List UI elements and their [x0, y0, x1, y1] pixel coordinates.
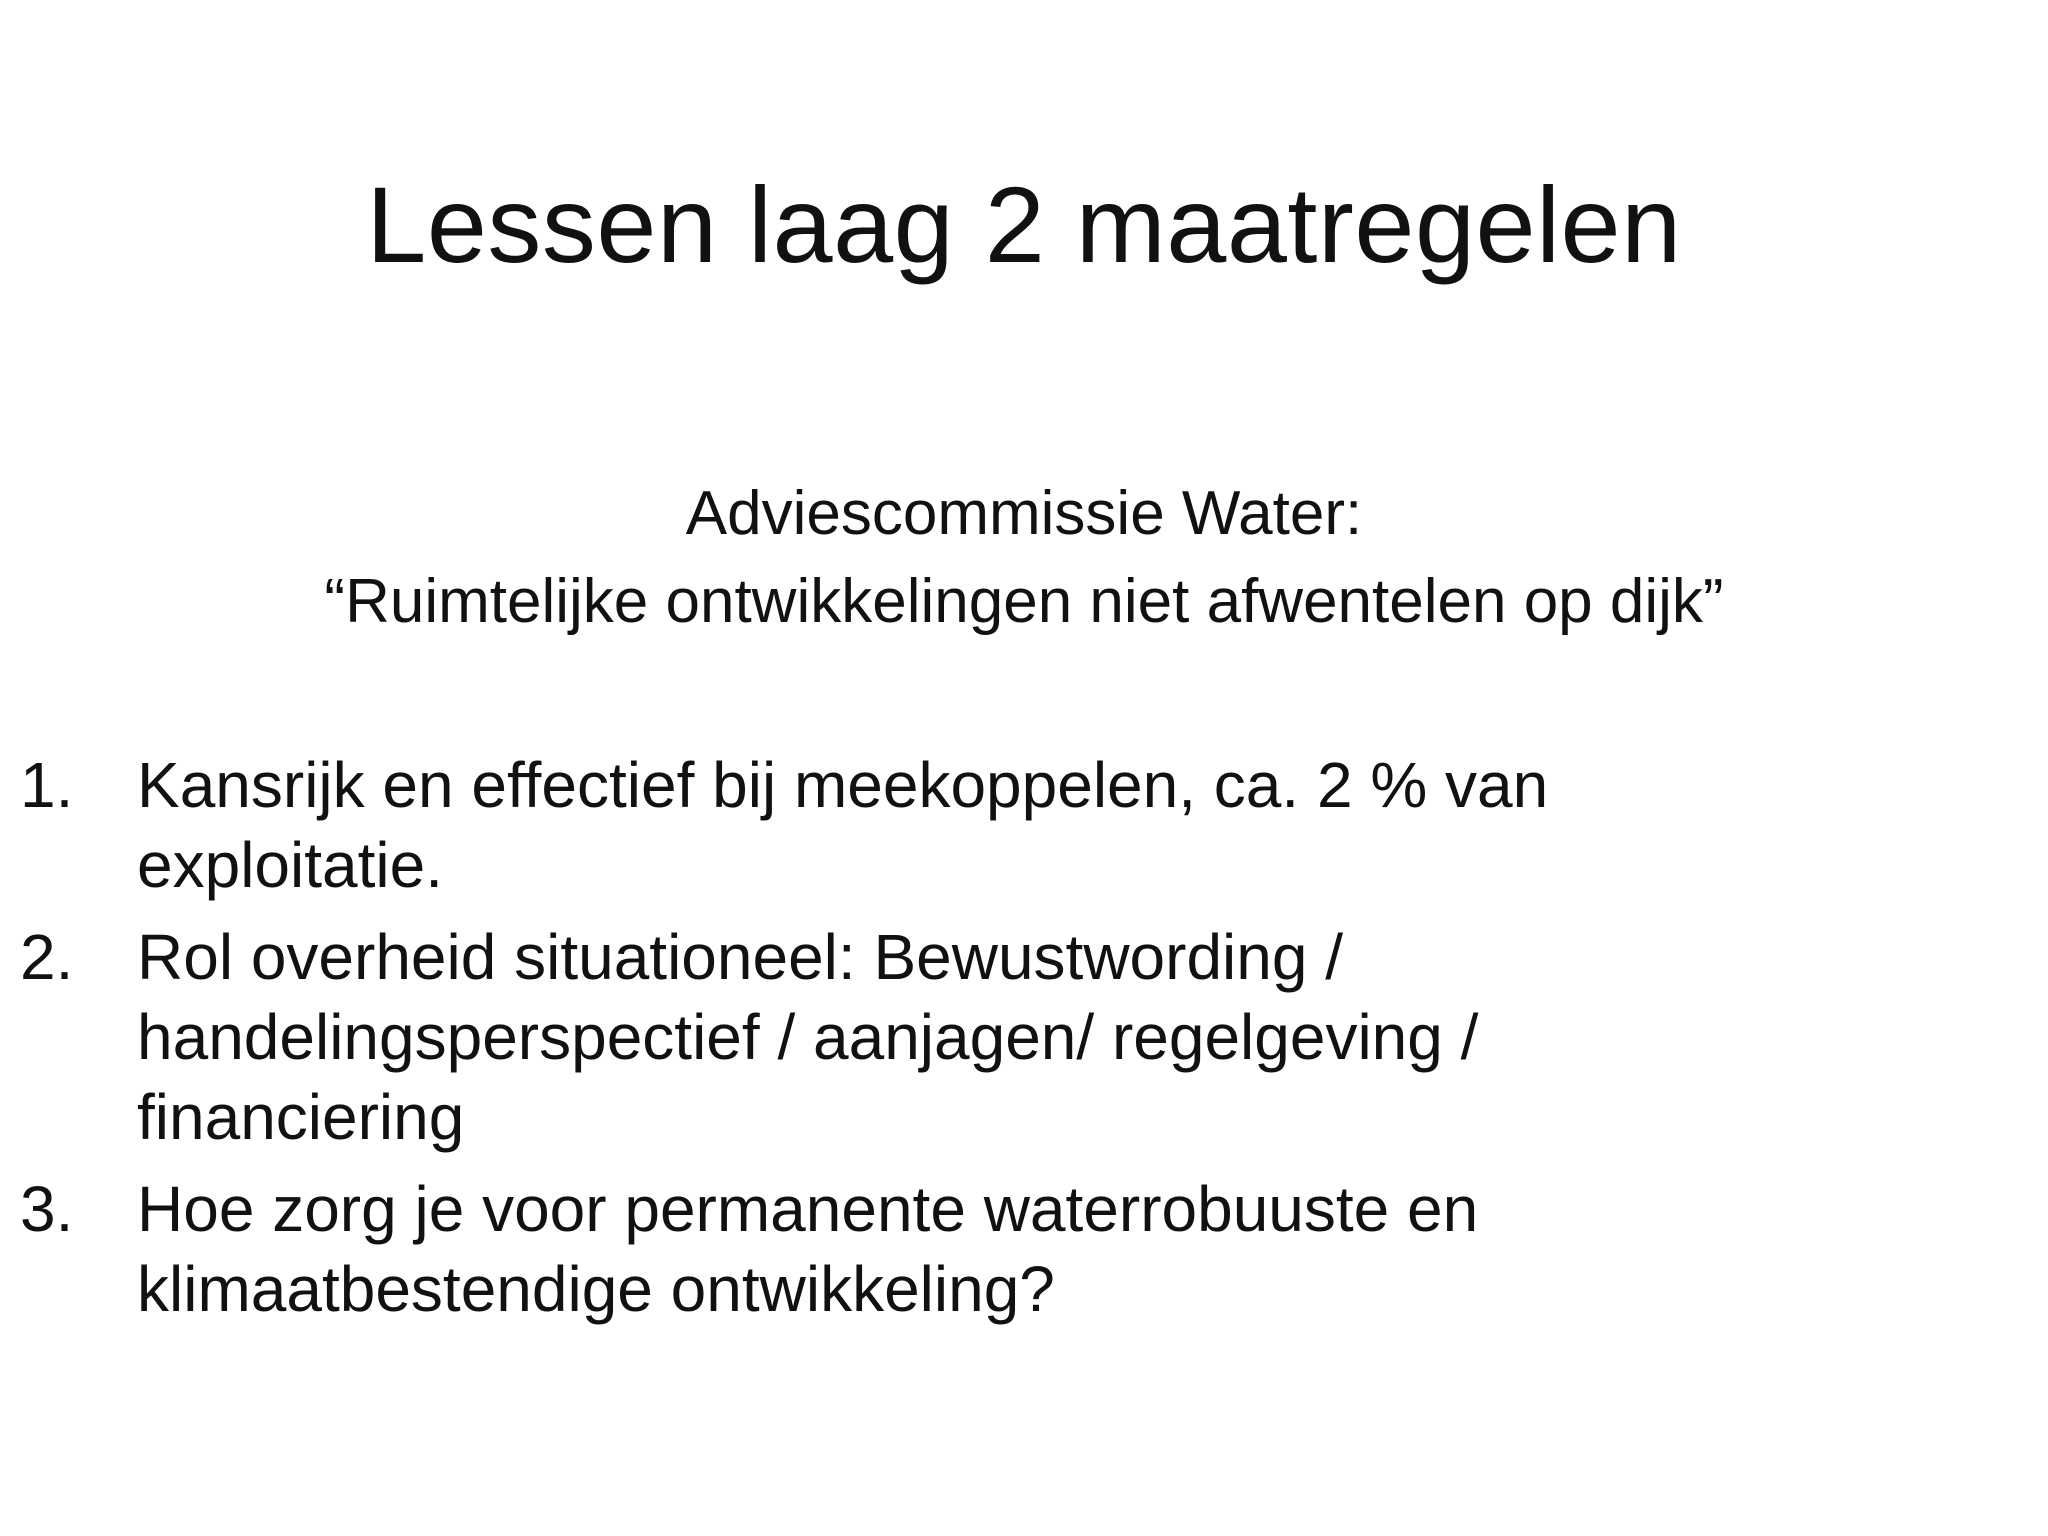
- numbered-list: [20, 745, 2010, 1341]
- slide-subtitle: [0, 470, 2048, 646]
- list-item: [20, 917, 2010, 1157]
- list-item: [20, 745, 2010, 905]
- list-item-number: 2.: [20, 921, 74, 993]
- list-item: [20, 1169, 2010, 1329]
- list-item-number: 3.: [20, 1173, 74, 1245]
- slide-title: Lessen laag 2 maatregelen: [366, 164, 1682, 285]
- list-item-number: 1.: [20, 749, 74, 821]
- subtitle-line-2: “Ruimtelijke ontwikkelingen niet afwentelen op dijk”: [324, 567, 1724, 636]
- subtitle-line-1: Adviescommissie Water:: [685, 479, 1363, 548]
- list-item-text: Hoe zorg je voor permanente waterrobuuste en klimaatbestendige ontwikkeling?: [137, 1173, 1479, 1325]
- list-item-text: Rol overheid situationeel: Bewustwording / handelingsperspectief / aanjagen/ regelgeving / financiering: [137, 921, 1479, 1153]
- list-item-text: Kansrijk en effectief bij meekoppelen, ca. 2 % van exploitatie.: [137, 749, 1549, 901]
